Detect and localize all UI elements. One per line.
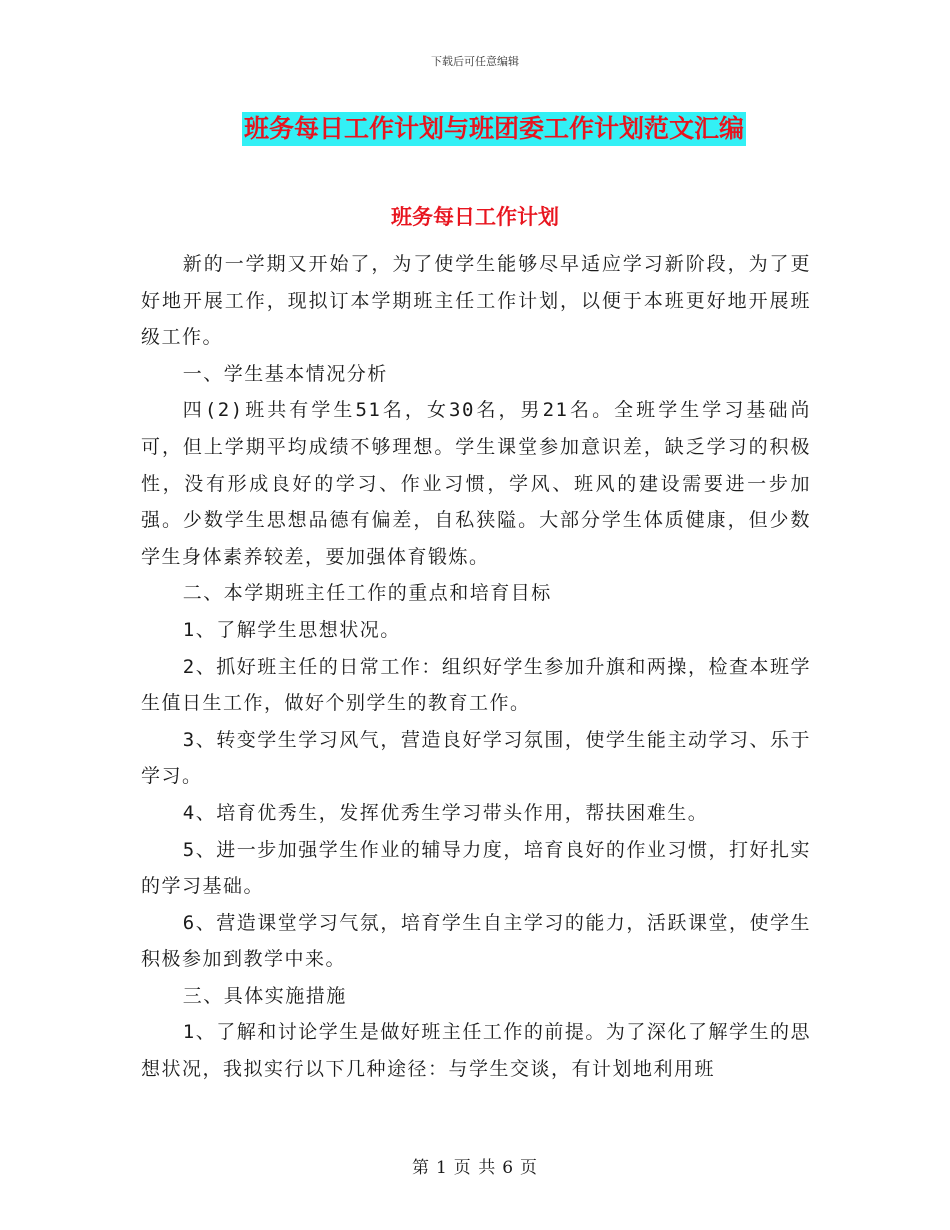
footer-page-number: 1 (435, 1158, 448, 1178)
paragraph: 1、了解和讨论学生是做好班主任工作的前提。为了深化了解学生的思想状况，我拟实行以下几种途径：与学生交谈，有计划地利用班 (141, 1021, 811, 1081)
paragraph: 四(2)班共有学生51名，女30名，男21名。全班学生学习基础尚可，但上学期平均成绩不够理想。学生课堂参加意识差，缺乏学习的积极性，没有形成良好的学习、作业习惯，学风、班风的建设需要进一步加强。少数学生思想品德有偏差，自私狭隘。大部分学生体质健康，但少数学生身体素养较差，要加强体育锻炼。 (141, 399, 811, 568)
paragraph: 二、本学期班主任工作的重点和培育目标 (182, 582, 552, 605)
page-footer (0, 1153, 950, 1178)
paragraph: 一、学生基本情况分析 (182, 362, 388, 385)
document-title-wrap (0, 112, 950, 146)
paragraph: 4、培育优秀生，发挥优秀生学习带头作用，帮扶困难生。 (182, 801, 709, 824)
paragraph: 三、具体实施措施 (182, 984, 347, 1007)
paragraph: 新的一学期又开始了，为了使学生能够尽早适应学习新阶段，为了更好地开展工作，现拟订本学期班主任工作计划，以便于本班更好地开展班级工作。 (141, 253, 811, 349)
footer-total-pages: 6 (502, 1158, 515, 1178)
paragraph: 5、进一步加强学生作业的辅导力度，培育良好的作业习惯，打好扎实的学习基础。 (141, 838, 811, 898)
document-title: 班务每日工作计划与班团委工作计划范文汇编 (242, 112, 746, 146)
paragraph: 1、了解学生思想状况。 (182, 618, 401, 641)
footer-prefix: 第 (411, 1158, 430, 1178)
section-title: 班务每日工作计划 (391, 204, 559, 229)
footer-middle: 页 共 (453, 1158, 497, 1178)
document-body (141, 246, 811, 1088)
paragraph: 3、转变学生学习风气，营造良好学习氛围，使学生能主动学习、乐于学习。 (141, 728, 811, 788)
paragraph: 2、抓好班主任的日常工作：组织好学生参加升旗和两操，检查本班学生值日生工作，做好个别学生的教育工作。 (141, 655, 811, 715)
paragraph: 6、营造课堂学习气氛，培育学生自主学习的能力，活跃课堂，使学生积极参加到教学中来。 (141, 911, 811, 971)
footer-suffix: 页 (520, 1158, 539, 1178)
header-note: 下载后可任意编辑 (431, 55, 519, 68)
